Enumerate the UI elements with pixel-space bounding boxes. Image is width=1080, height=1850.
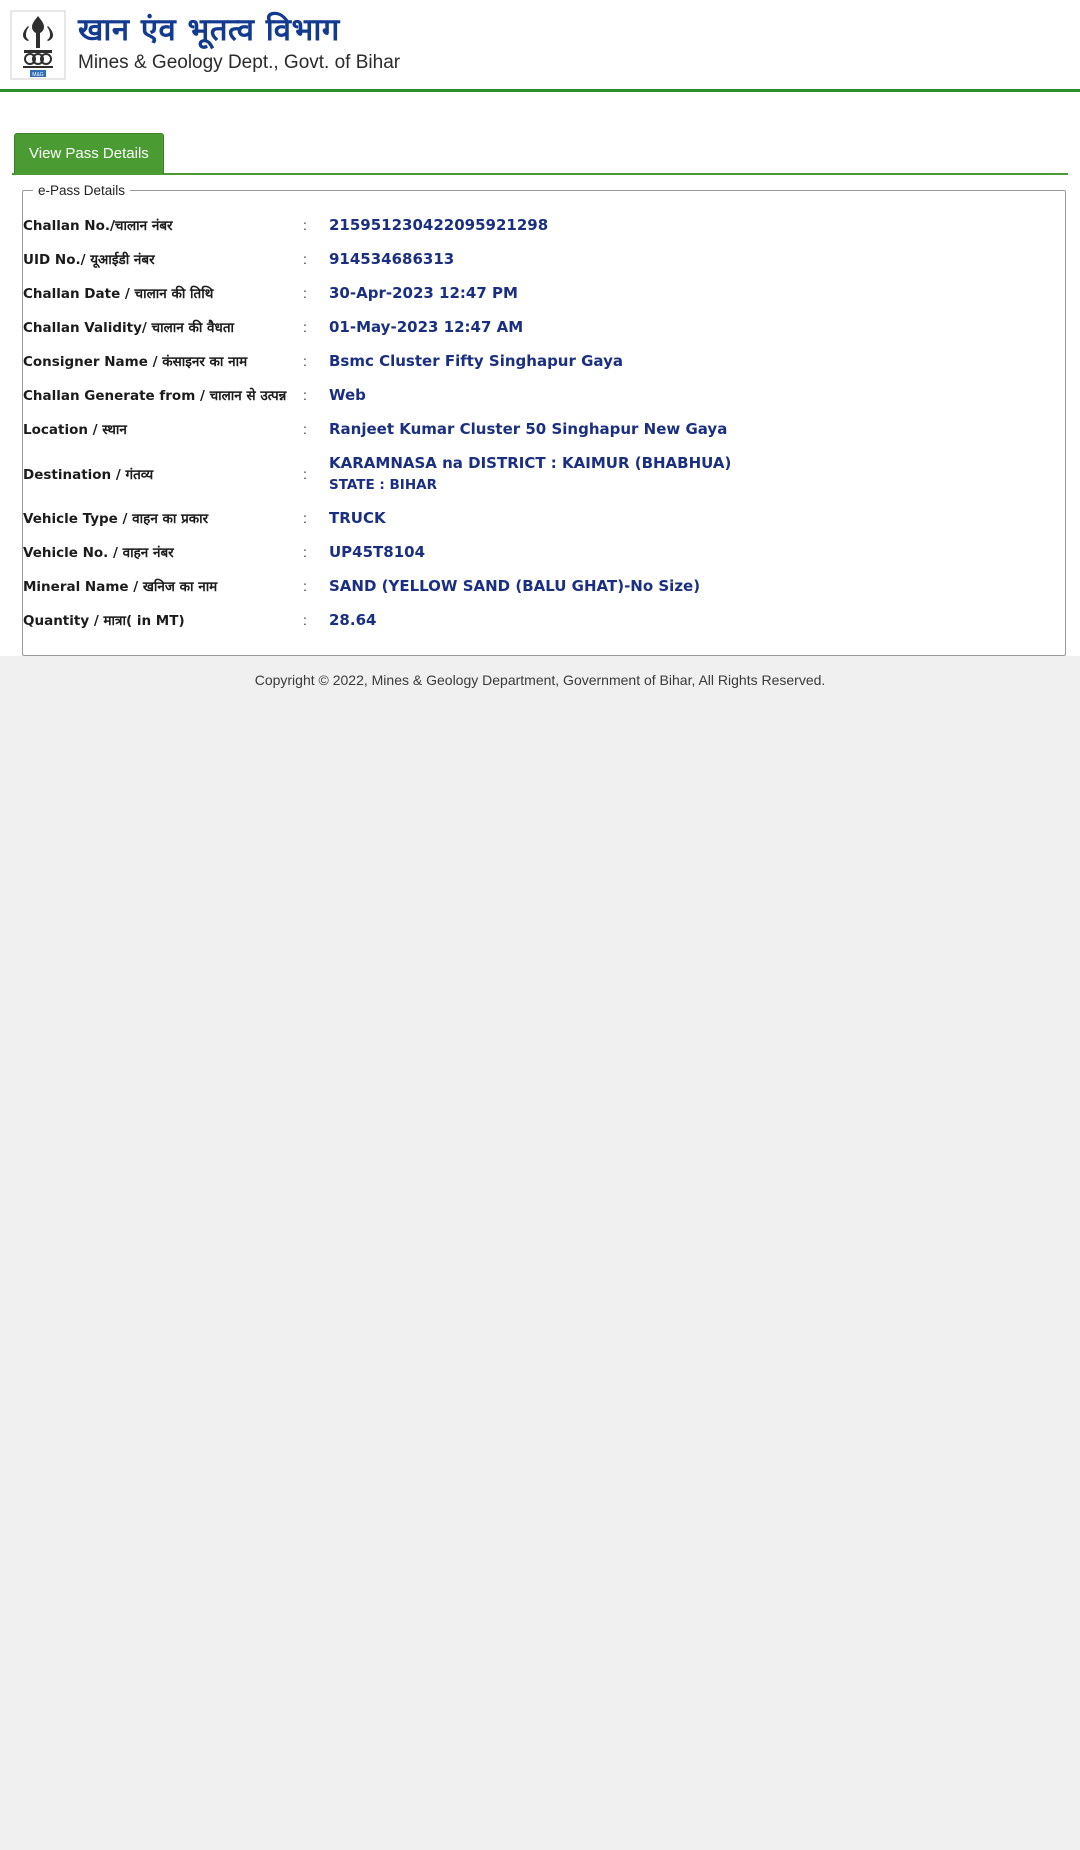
footer-copyright: Copyright © 2022, Mines & Geology Department, Government of Bihar, All Rights Reserved. [0, 656, 1080, 710]
row-label: Location / स्थान [23, 422, 127, 438]
tab-underline [12, 173, 1068, 175]
row-colon: : [303, 319, 307, 335]
row-label: Consigner Name / कंसाइनर का नाम [23, 354, 248, 370]
row-value-challan-validity: 01-May-2023 12:47 AM [329, 318, 524, 336]
row-label: Destination / गंतव्य [23, 466, 154, 483]
table-row [23, 501, 1065, 535]
site-title-hindi: खान एंव भूतत्व विभाग [78, 12, 340, 49]
table-row [23, 412, 1065, 446]
row-value-challan-no: 215951230422095921298 [329, 216, 549, 234]
row-value-challan-date: 30-Apr-2023 12:47 PM [329, 284, 518, 302]
row-value-location: Ranjeet Kumar Cluster 50 Singhapur New Gaya [329, 420, 728, 438]
row-colon: : [303, 285, 307, 301]
row-colon: : [303, 251, 307, 267]
row-label: Quantity / मात्रा( in MT) [23, 613, 185, 629]
row-colon: : [303, 387, 307, 403]
row-label: UID No./ यूआईडी नंबर [23, 252, 155, 268]
destination-line-2: STATE : BIHAR [329, 477, 437, 493]
table-row [23, 603, 1065, 637]
row-colon: : [303, 421, 307, 437]
row-colon: : [303, 510, 307, 526]
row-label: Challan No./चालान नंबर [23, 218, 173, 234]
table-row [23, 276, 1065, 310]
epass-fieldset [22, 183, 1066, 656]
row-label: Mineral Name / खनिज का नाम [23, 579, 218, 595]
bihar-emblem-icon [10, 10, 66, 80]
table-row [23, 310, 1065, 344]
epass-legend: e-Pass Details [38, 183, 126, 198]
tab-view-pass-details[interactable]: View Pass Details [14, 133, 164, 174]
row-label: Vehicle No. / वाहन नंबर [23, 545, 174, 561]
row-value-challan-generate-from: Web [329, 386, 366, 404]
row-colon: : [303, 217, 307, 233]
table-row [23, 208, 1065, 242]
row-value-quantity: 28.64 [329, 611, 377, 629]
row-value-vehicle-no: UP45T8104 [329, 543, 426, 561]
table-row [23, 446, 1065, 501]
epass-details-section [22, 183, 1066, 656]
row-value-vehicle-type: TRUCK [329, 509, 386, 527]
row-value-destination [329, 446, 1065, 501]
site-header [0, 0, 1080, 92]
row-colon: : [303, 465, 307, 482]
row-label: Challan Validity/ चालान की वैधता [23, 320, 235, 336]
svg-text:M&G: M&G [32, 71, 44, 78]
row-value-mineral-name: SAND (YELLOW SAND (BALU GHAT)-No Size) [329, 577, 701, 595]
epass-details-table [23, 208, 1065, 637]
page-background-filler [0, 710, 1080, 1850]
row-value-consigner-name: Bsmc Cluster Fifty Singhapur Gaya [329, 352, 623, 370]
table-row [23, 535, 1065, 569]
row-label: Challan Date / चालान की तिथि [23, 286, 214, 302]
tab-strip [0, 92, 1080, 173]
row-label: Challan Generate from / चालान से उत्पन्न [23, 388, 287, 404]
row-colon: : [303, 353, 307, 369]
row-colon: : [303, 544, 307, 560]
table-row [23, 378, 1065, 412]
row-colon: : [303, 612, 307, 628]
row-label: Vehicle Type / वाहन का प्रकार [23, 511, 209, 527]
site-title-english: Mines & Geology Dept., Govt. of Bihar [78, 51, 401, 73]
row-colon: : [303, 578, 307, 594]
row-value-uid-no: 914534686313 [329, 250, 455, 268]
destination-line-1: KARAMNASA na DISTRICT : KAIMUR (BHABHUA) [329, 454, 732, 472]
table-row [23, 569, 1065, 603]
header-title-block [78, 13, 400, 75]
table-row [23, 344, 1065, 378]
table-row [23, 242, 1065, 276]
